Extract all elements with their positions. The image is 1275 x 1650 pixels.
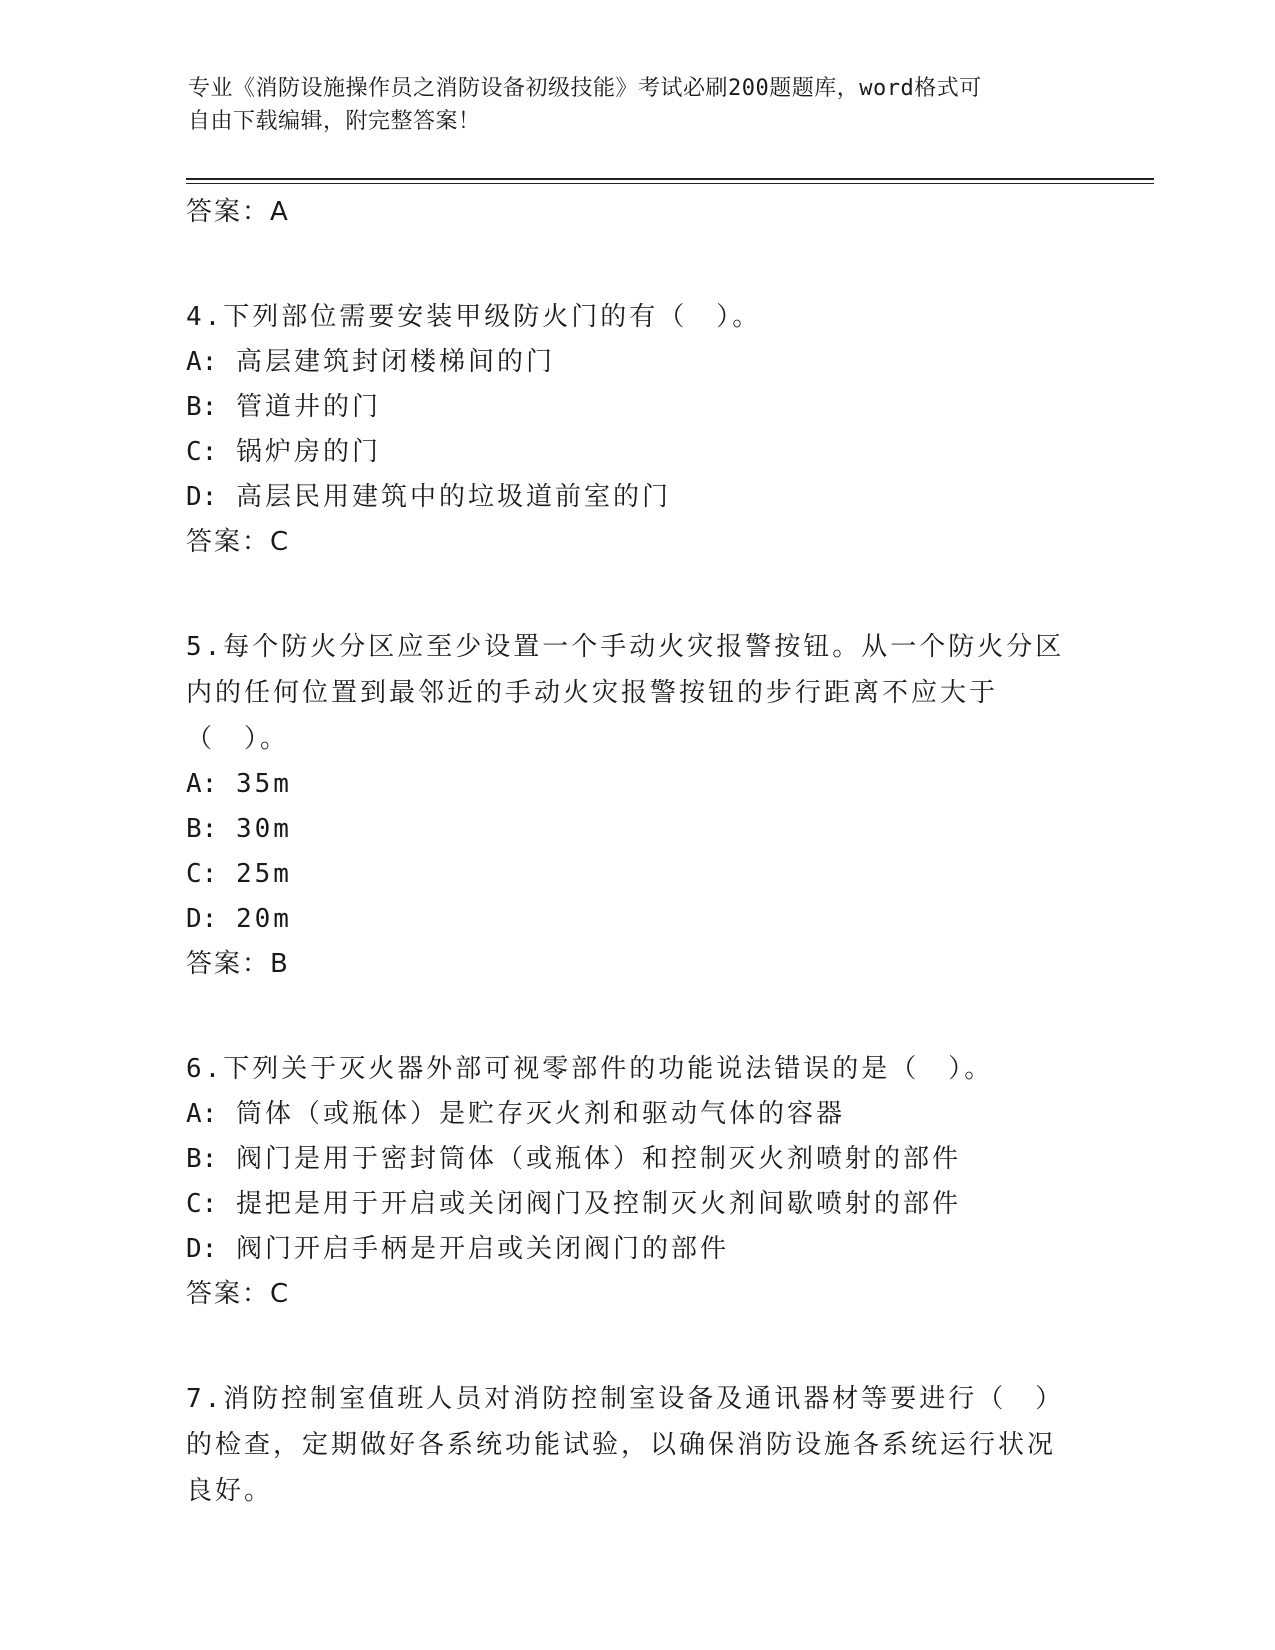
answer-label: 答案： — [186, 949, 271, 979]
option-key: A: — [186, 769, 218, 799]
option-text: 管道井的门 — [235, 392, 381, 422]
answer-value: C — [270, 1279, 289, 1309]
option-d — [186, 1227, 1066, 1272]
header-line-2: 自由下载编辑，附完整答案！ — [188, 109, 481, 134]
option-b — [186, 385, 1066, 430]
option-text: 阀门是用于密封筒体（或瓶体）和控制灭火剂喷射的部件 — [235, 1144, 961, 1174]
option-text: 25m — [235, 859, 292, 889]
question-block — [186, 294, 1066, 564]
option-c — [186, 852, 1066, 897]
option-key: D: — [186, 904, 218, 934]
option-key: C: — [186, 437, 218, 467]
option-key: C: — [186, 859, 218, 889]
question-block — [186, 1046, 1066, 1316]
option-text: 高层建筑封闭楼梯间的门 — [235, 347, 555, 377]
answer-value: C — [270, 527, 289, 557]
answer-line — [186, 1272, 1066, 1316]
question-stem: 4.下列部位需要安装甲级防火门的有（ ）。 — [186, 302, 762, 332]
option-text: 提把是用于开启或关闭阀门及控制灭火剂间歇喷射的部件 — [235, 1189, 961, 1219]
option-text: 阀门开启手柄是开启或关闭阀门的部件 — [235, 1234, 729, 1264]
answer-line — [186, 190, 1066, 234]
header-line-1: 专业《消防设施操作员之消防设备初级技能》考试必刷200题题库，word格式可 — [188, 76, 982, 101]
question-stem: 5.每个防火分区应至少设置一个手动火灾报警按钮。从一个防火分区内的任何位置到最邻近的手动火灾报警按钮的步行距离不应大于（ ）。 — [186, 632, 1065, 754]
question-block — [186, 624, 1066, 986]
option-c — [186, 1182, 1066, 1227]
option-key: D: — [186, 482, 218, 512]
document-header — [188, 72, 1068, 138]
option-c — [186, 430, 1066, 475]
option-a — [186, 762, 1066, 807]
option-key: B: — [186, 814, 218, 844]
question-block — [186, 1376, 1066, 1514]
header-divider-thick — [186, 178, 1154, 180]
answer-line — [186, 942, 1066, 986]
answer-label: 答案： — [186, 527, 271, 557]
option-text: 锅炉房的门 — [235, 437, 381, 467]
header-divider-thin — [186, 183, 1154, 184]
question-stem: 7.消防控制室值班人员对消防控制室设备及通讯器材等要进行（ ）的检查，定期做好各系统功能试验，以确保消防设施各系统运行状况良好。 — [186, 1384, 1065, 1506]
option-key: B: — [186, 1144, 218, 1174]
document-body — [186, 190, 1066, 1514]
option-d — [186, 475, 1066, 520]
question-stem: 6.下列关于灭火器外部可视零部件的功能说法错误的是（ ）。 — [186, 1054, 994, 1084]
option-key: D: — [186, 1234, 218, 1264]
answer-label: 答案： — [186, 197, 271, 227]
option-text: 35m — [235, 769, 292, 799]
option-key: B: — [186, 392, 218, 422]
option-a — [186, 1092, 1066, 1137]
option-key: C: — [186, 1189, 218, 1219]
option-b — [186, 807, 1066, 852]
answer-value: B — [270, 949, 288, 979]
option-text: 30m — [235, 814, 292, 844]
answer-label: 答案： — [186, 1279, 271, 1309]
option-b — [186, 1137, 1066, 1182]
option-text: 筒体（或瓶体）是贮存灭火剂和驱动气体的容器 — [235, 1099, 845, 1129]
option-key: A: — [186, 347, 218, 377]
option-d — [186, 897, 1066, 942]
option-text: 20m — [235, 904, 292, 934]
option-a — [186, 340, 1066, 385]
option-text: 高层民用建筑中的垃圾道前室的门 — [235, 482, 671, 512]
answer-value: A — [270, 197, 288, 227]
answer-line — [186, 520, 1066, 564]
option-key: A: — [186, 1099, 218, 1129]
